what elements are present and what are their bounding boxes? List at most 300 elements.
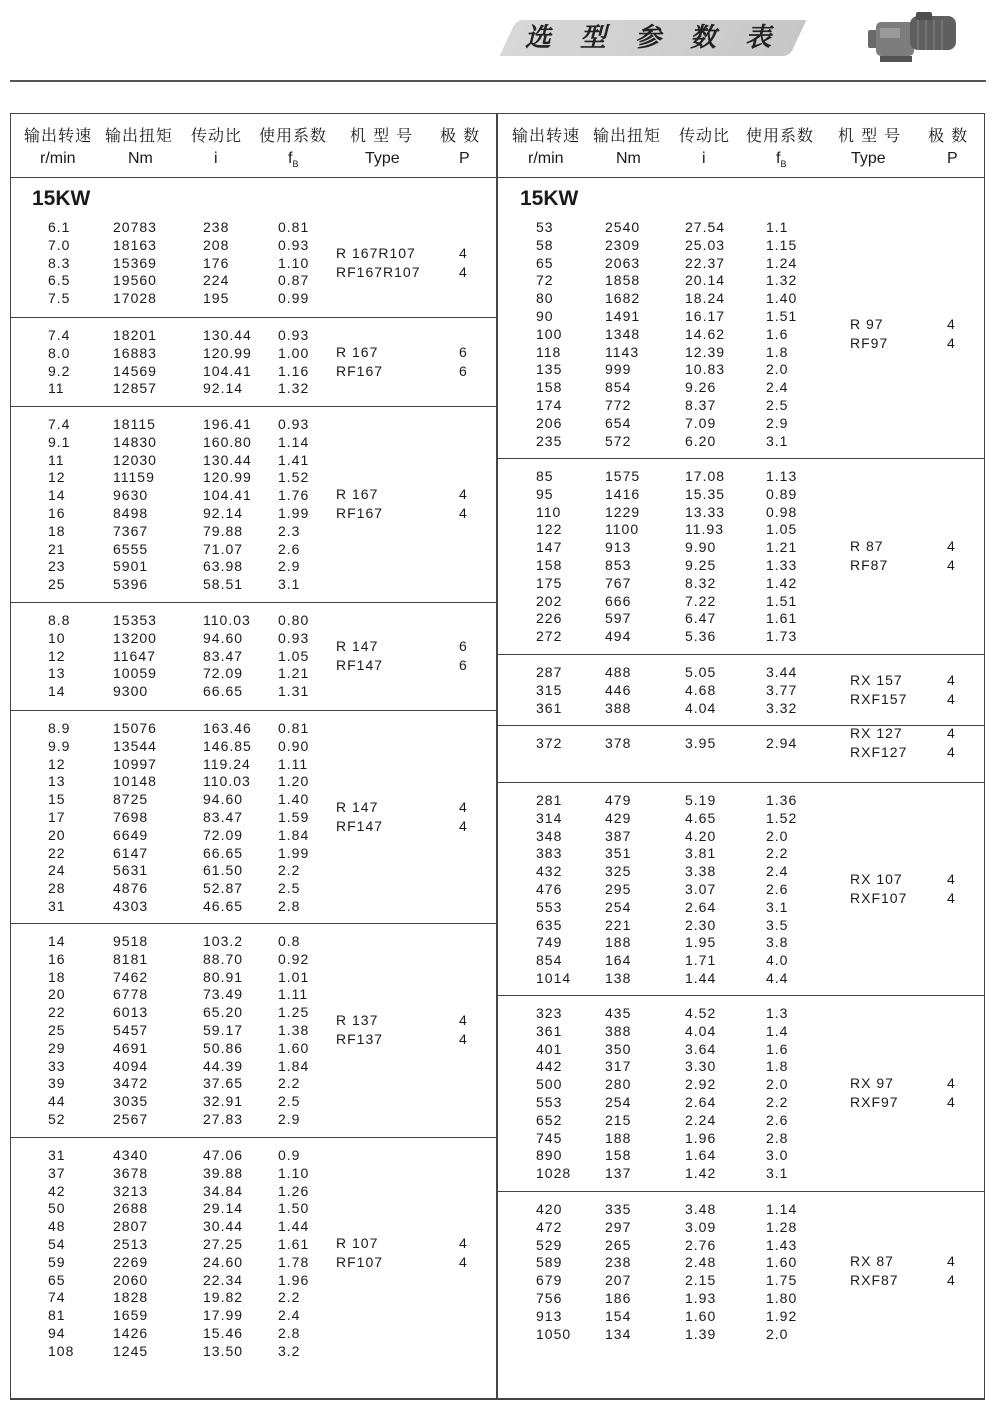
pole-value: 6 [459,343,468,360]
table-row [498,1058,985,1076]
table-cell: 119.24 [203,755,251,772]
table-cell: 221 [605,916,632,933]
table-cell: 195 [203,290,230,307]
table-cell: 2.2 [278,1075,301,1092]
table-cell: 80 [536,290,554,307]
table-cell: 335 [605,1201,632,1217]
table-cell: 1.05 [766,521,798,538]
table-cell: 654 [605,414,632,431]
pole-value: 4 [947,743,956,760]
model-type-name: RX 157 [850,671,903,688]
table-cell: 5.19 [685,792,717,808]
table-row [498,952,985,970]
table-cell: 2.15 [685,1272,717,1289]
table-cell: 1.39 [685,1325,717,1342]
model-type-name: RXF157 [850,690,908,707]
table-row [498,1130,985,1148]
table-cell: 65.20 [203,1004,244,1021]
model-type [850,1075,899,1113]
table-cell: 14569 [113,362,157,379]
table-row [10,969,496,987]
pole-value: 4 [947,870,956,887]
table-cell: 387 [605,827,632,844]
table-row [498,881,985,899]
table-cell: 3.44 [766,664,798,680]
pole-value: 4 [947,1272,956,1289]
table-row [498,1165,985,1183]
table-row [498,917,985,935]
table-row [498,863,985,881]
model-type-name: RF167 [336,505,384,521]
table-cell: 226 [536,610,563,627]
model-group [498,726,985,783]
table-cell: 1.16 [278,362,310,379]
table-cell: 1858 [605,272,641,289]
table-row [498,1076,985,1094]
table-cell: 1028 [536,1165,572,1182]
table-cell: 46.65 [203,898,244,914]
model-type-name: RF167 [336,362,384,379]
header-label-en: P [947,150,958,167]
pole-value: 4 [947,889,956,906]
model-type [850,871,907,909]
table-cell: 186 [605,1290,632,1306]
table-cell: 348 [536,827,563,844]
table-cell: 52.87 [203,880,244,897]
table-row [10,1200,496,1218]
table-cell: 0.87 [278,272,310,289]
table-cell: 31 [48,898,66,914]
table-cell: 9300 [113,683,149,700]
table-cell: 1.50 [278,1200,310,1217]
table-cell: 20.14 [685,272,726,289]
table-cell: 1.40 [766,290,798,307]
table-cell: 4.4 [766,970,789,986]
table-row [498,361,985,379]
pole-value: 4 [947,1253,956,1270]
model-type-name: RF97 [850,334,889,351]
table-cell: 679 [536,1272,563,1289]
header-label-en: Nm [128,150,153,167]
table-cell: 8.8 [48,612,71,628]
table-cell: 2513 [113,1236,149,1252]
table-cell: 5901 [113,558,149,575]
table-row [498,845,985,863]
table-cell: 83.47 [203,809,244,825]
table-cell: 208 [203,236,230,253]
table-cell: 1575 [605,468,641,484]
table-cell: 1426 [113,1325,149,1341]
model-type [336,638,383,676]
table-cell: 1.71 [685,952,717,969]
table-cell: 3.81 [685,845,717,862]
table-row [498,682,985,700]
table-cell: 61.50 [203,862,244,879]
table-cell: 297 [605,1218,632,1235]
header-label-en: $f_B$ [288,150,299,170]
table-cell: 196.41 [203,416,252,432]
table-cell: 11159 [113,469,155,486]
table-cell: 1.76 [278,487,310,504]
table-cell: 1.61 [278,1236,310,1252]
table-row [10,986,496,1004]
table-cell: 235 [536,432,563,449]
table-cell: 1229 [605,503,641,520]
table-cell: 7698 [113,809,149,825]
pole-count [459,1235,468,1273]
table-cell: 0.98 [766,503,798,520]
table-cell: 0.93 [278,327,310,343]
table-cell: 2.2 [766,845,789,862]
table-cell: 1.6 [766,325,789,342]
table-cell: 1.92 [766,1307,798,1324]
table-cell: 95 [536,485,554,502]
table-cell: 4094 [113,1057,149,1074]
pole-value: 4 [947,334,956,351]
table-cell: 6778 [113,986,149,1003]
table-cell: 2309 [605,236,641,253]
table-cell: 188 [605,934,632,951]
table-cell: 4303 [113,898,149,914]
model-group [498,783,985,996]
table-row [10,1147,496,1165]
table-cell: 138 [605,970,632,986]
table-cell: 0.90 [278,737,310,754]
model-type-name: RXF87 [850,1272,899,1289]
table-cell: 31 [48,1147,66,1163]
table-cell: 1050 [536,1325,572,1342]
table-cell: 24 [48,862,66,879]
pole-value: 4 [947,690,956,707]
table-row [10,1183,496,1201]
table-cell: 432 [536,863,563,880]
table-cell: 1.01 [278,968,310,985]
table-cell: 2567 [113,1111,149,1127]
table-cell: 47.06 [203,1147,244,1163]
header-label-zh: 传动比 [191,126,243,145]
table-cell: 272 [536,628,563,645]
pole-value: 4 [459,817,468,834]
table-cell: 2.94 [766,735,798,751]
table-cell: 854 [605,379,632,396]
table-cell: 37 [48,1164,66,1181]
table-cell: 7367 [113,522,149,539]
table-row [498,1237,985,1255]
table-row [10,255,496,273]
table-cell: 749 [536,934,563,951]
table-cell: 6555 [113,540,149,557]
table-cell: 7.4 [48,416,71,432]
table-cell: 1.8 [766,1058,789,1075]
table-cell: 2.8 [278,898,301,914]
table-cell: 0.81 [278,219,310,235]
table-cell: 1.64 [685,1147,717,1164]
table-cell: 3.30 [685,1058,717,1075]
table-cell: 59 [48,1253,66,1270]
model-type [850,725,907,763]
table-cell: 1.24 [766,254,798,271]
model-type-name: R 87 [850,538,884,554]
table-cell: 10997 [113,755,157,772]
table-row [498,237,985,255]
table-cell: 853 [605,557,632,573]
table-cell: 325 [605,863,632,880]
pole-value: 4 [947,538,956,554]
table-cell: 5631 [113,862,149,879]
table-cell: 110 [536,503,562,520]
table-cell: 130.44 [203,327,252,343]
table-cell: 25.03 [685,236,726,253]
table-row [498,539,985,557]
table-cell: 59.17 [203,1022,244,1038]
table-cell: 13.33 [685,503,726,520]
table-cell: 4.04 [685,699,717,716]
table-row [498,664,985,682]
table-cell: 1.75 [766,1272,798,1289]
table-cell: 9.90 [685,539,717,556]
table-cell: 9518 [113,933,149,949]
table-cell: 4.04 [685,1022,717,1039]
table-cell: 154 [605,1307,632,1324]
table-cell: 1.96 [278,1271,310,1288]
table-row [10,880,496,898]
table-cell: 1.99 [278,844,310,861]
table-cell: 2.2 [278,1289,301,1306]
table-cell: 65 [48,1271,66,1288]
model-type-name: RF137 [336,1030,384,1047]
table-cell: 3.32 [766,699,798,716]
table-cell: 72 [536,272,554,289]
table-cell: 32.91 [203,1093,244,1110]
table-cell: 420 [536,1201,563,1217]
table-row [498,1326,985,1344]
table-cell: 9.2 [48,362,71,379]
table-cell: 1.42 [766,574,798,591]
table-cell: 22 [48,844,66,861]
table-cell: 372 [536,735,563,751]
pole-count [947,1253,956,1291]
table-cell: 1.60 [685,1307,717,1324]
table-cell: 401 [536,1040,563,1057]
table-cell: 90 [536,308,554,324]
table-cell: 94 [48,1325,66,1341]
table-row [10,1343,496,1361]
table-cell: 10059 [113,665,157,682]
table-cell: 3.09 [685,1218,717,1235]
table-cell: 1.1 [766,219,789,235]
table-cell: 17.99 [203,1307,244,1324]
table-row [10,1289,496,1307]
model-type-name: RF167R107 [336,263,421,280]
table-cell: 13200 [113,629,157,646]
table-cell: 44 [48,1093,66,1110]
model-group [10,603,496,711]
table-row [10,720,496,738]
table-cell: 2.92 [685,1076,717,1093]
table-cell: 1.52 [278,469,310,486]
table-cell: 3.2 [278,1342,301,1359]
table-cell: 74 [48,1289,66,1306]
table-cell: 772 [605,397,632,413]
table-cell: 1014 [536,970,572,986]
table-cell: 7.0 [48,236,71,253]
table-row [10,558,496,576]
table-cell: 315 [536,681,563,698]
header-label-zh: 使用系数 [746,126,815,145]
table-row [498,1308,985,1326]
pole-value: 4 [459,1030,468,1047]
table-cell: 11 [48,380,65,397]
table-cell: 446 [605,681,632,698]
table-cell: 8.32 [685,574,717,591]
table-cell: 1143 [605,343,640,360]
table-cell: 1682 [605,290,641,307]
pole-count [947,672,956,710]
table-cell: 2.6 [766,1111,789,1128]
model-type-name: R 97 [850,315,884,332]
table-cell: 53 [536,219,554,235]
table-cell: 0.93 [278,416,310,432]
table-cell: 854 [536,952,563,969]
header-label-zh: 极 数 [440,126,481,145]
table-cell: 6649 [113,826,149,843]
table-cell: 2.8 [278,1325,301,1341]
table-row [498,1290,985,1308]
table-cell: 5396 [113,576,149,593]
table-cell: 488 [605,664,632,680]
table-cell: 1.21 [278,665,310,682]
table-cell: 2.0 [766,827,789,844]
table-cell: 163.46 [203,720,252,736]
table-cell: 2.4 [766,863,789,880]
table-cell: 1.11 [278,755,309,772]
table-cell: 8.37 [685,397,717,413]
header-label-zh: 输出扭矩 [593,126,662,145]
table-cell: 15353 [113,612,157,628]
table-cell: 202 [536,592,563,609]
table-cell: 1.38 [278,1022,310,1038]
table-cell: 1.20 [278,773,310,790]
table-cell: 58.51 [203,576,244,593]
table-cell: 20783 [113,219,157,235]
model-group [498,177,985,459]
model-type-name: R 107 [336,1234,379,1251]
table-cell: 435 [605,1005,632,1021]
table-row [498,1005,985,1023]
table-cell: 3.8 [766,934,789,951]
table-cell: 19.82 [203,1289,244,1306]
table-cell: 4.52 [685,1005,717,1021]
table-cell: 135 [536,361,563,378]
table-cell: 472 [536,1218,563,1235]
table-cell: 54 [48,1236,66,1252]
table-cell: 10148 [113,773,157,790]
table-cell: 11 [48,451,65,468]
table-cell: 158 [536,557,563,573]
table-cell: 351 [605,845,632,862]
table-cell: 134 [605,1325,632,1342]
table-cell: 137 [605,1165,632,1182]
table-row [498,521,985,539]
table-cell: 572 [605,432,632,449]
table-cell: 3035 [113,1093,149,1110]
table-row [10,345,496,363]
header-label-en: i [214,150,218,167]
pole-count [947,725,956,763]
table-cell: 4340 [113,1147,149,1163]
table-cell: 3.1 [766,432,789,449]
table-row [498,415,985,433]
table-cell: 7462 [113,968,149,985]
table-cell: 2060 [113,1271,149,1288]
table-cell: 1.43 [766,1236,798,1253]
table-cell: 429 [605,809,632,826]
table-row [10,416,496,434]
model-type-name: RF147 [336,656,384,673]
left-table-header [10,113,496,178]
table-cell: 1.78 [278,1253,310,1270]
table-cell: 2269 [113,1253,149,1270]
pole-value: 4 [947,1094,956,1110]
table-cell: 85 [536,468,554,484]
table-cell: 6147 [113,844,149,861]
table-cell: 756 [536,1290,563,1306]
table-cell: 1.51 [766,592,798,609]
table-cell: 652 [536,1111,563,1128]
table-cell: 11647 [113,647,156,664]
table-cell: 9.25 [685,557,717,573]
table-cell: 118 [536,343,562,360]
header-label-zh: 机 型 号 [350,126,414,145]
table-cell: 22.34 [203,1271,244,1288]
table-row [498,810,985,828]
table-row [10,827,496,845]
table-cell: 7.22 [685,592,717,609]
model-type [850,1253,899,1291]
table-cell: 2.2 [766,1094,789,1110]
table-cell: 238 [605,1254,632,1271]
table-cell: 2.5 [766,397,789,413]
table-cell: 0.80 [278,612,310,628]
table-row [10,773,496,791]
table-row [10,1307,496,1325]
table-cell: 81 [48,1307,66,1324]
table-cell: 2540 [605,219,641,235]
model-type-name: RXF107 [850,889,908,906]
table-cell: 34.84 [203,1182,244,1199]
table-row [10,327,496,345]
table-cell: 21 [48,540,66,557]
table-cell: 0.81 [278,720,310,736]
table-row [498,468,985,486]
table-cell: 1.32 [766,272,798,289]
model-type-name: RXF97 [850,1094,899,1110]
table-cell: 158 [605,1147,632,1164]
table-cell: 0.9 [278,1147,301,1163]
model-type-name: R 147 [336,637,379,654]
table-row [10,363,496,381]
table-cell: 1.96 [685,1129,717,1146]
table-cell: 3.1 [766,1165,789,1182]
table-cell: 1.44 [685,970,717,986]
header-label-en: Type [851,150,886,167]
table-cell: 1.36 [766,792,798,808]
table-cell: 1.15 [766,236,798,253]
table-row [10,665,496,683]
table-cell: 1348 [605,325,641,342]
table-row [10,612,496,630]
model-type-name: RXF127 [850,743,908,760]
